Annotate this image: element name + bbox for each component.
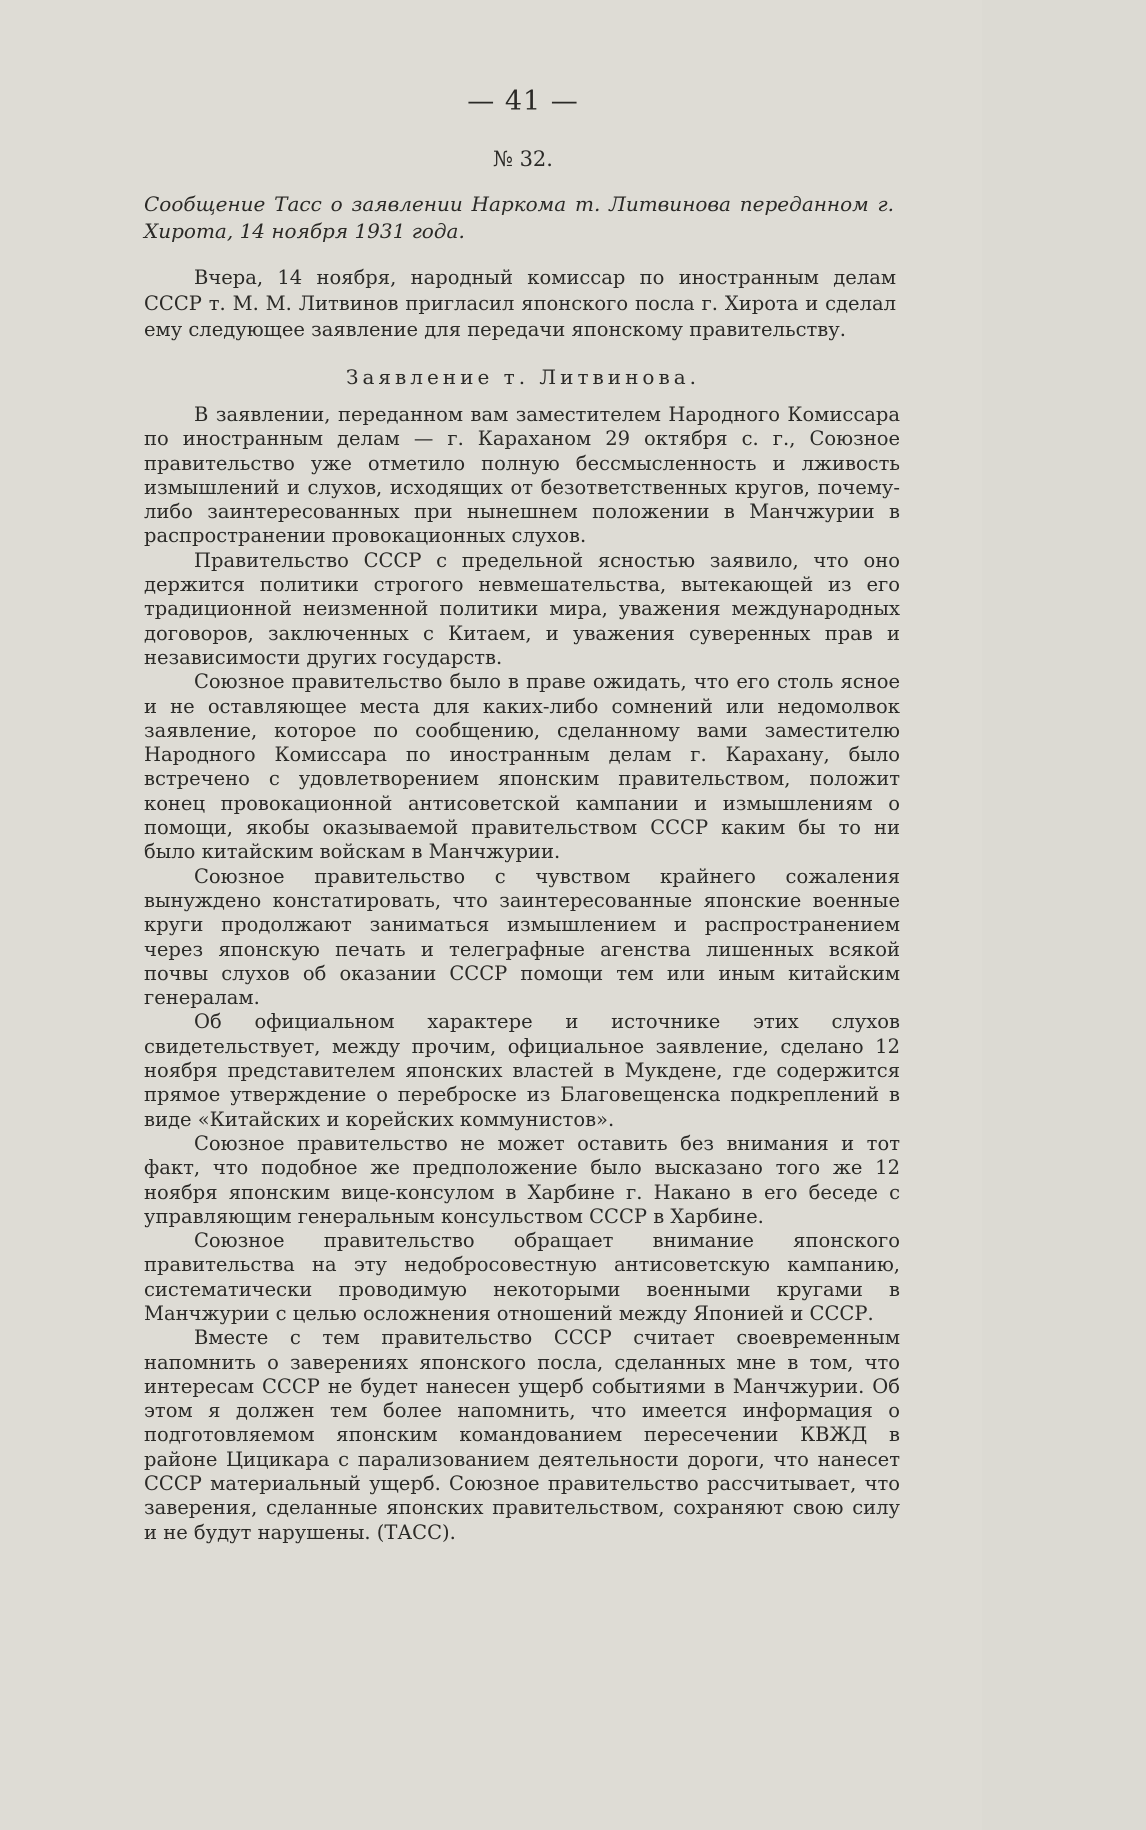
statement-paragraph: Союзное правительство обращает внимание японского правительства на эту недобросовестную антисоветскую кампанию, систематически проводимую некоторыми военными кругами в Манчжурии с целью осложнения отношений между Японией и СССР. — [144, 1229, 900, 1325]
statement-heading: Заявление т. Литвинова. — [345, 365, 701, 389]
statement-paragraph: Союзное правительство не может оставить без внимания и тот факт, что подобное же предположение было высказано того же 12 ноября японским вице-консулом в Харбине г. Накано в его беседе с управляющим генеральным консульством СССР в Харбине. — [144, 1131, 900, 1228]
page-number: — 41 — — [467, 86, 579, 117]
document-number: № 32. — [493, 147, 553, 171]
statement-paragraph-last — [144, 1326, 900, 1545]
signoff: (ТАСС). — [376, 1520, 456, 1544]
statement-paragraph: В заявлении, переданном вам заместителем Народного Комиссара по иностранным делам — г. Караханом 29 октября с. г., Союзное правительство уже отметило полную бессмысленность и лживость измышлений и слухов, исходящих от безответственных кругов, почему-либо заинтересованных при нынешнем положении в Манчжурии в распространении провокационных слухов. — [144, 403, 900, 548]
statement-paragraph: Правительство СССР с предельной ясностью заявило, что оно держится политики строгого невмешательства, вытекающей из его традиционной неизменной политики мира, уважения международных договоров, заключенных с Китаем, и уважения суверенных прав и независимости других государств. — [144, 548, 900, 669]
statement-paragraph: Об официальном характере и источнике этих слухов свидетельствует, между прочим, официальное заявление, сделано 12 ноября представителем японских властей в Мукдене, где содержится прямое утверждение о переброске из Благовещенска подкреплений в виде «Китайских и корейских коммунистов». — [144, 1010, 900, 1131]
document-title: Сообщение Тасс о заявлении Наркома т. Литвинова переданном г. Хирота, 14 ноября 1931 года. — [144, 192, 894, 243]
statement-paragraph: Союзное правительство с чувством крайнего сожаления вынуждено констатировать, что заинтересованные японские военные круги продолжают заниматься измышлением и распространением через японскую печать и телеграфные агенства лишенных всякой почвы слухов об оказании СССР помощи тем или иным китайским генералам. — [144, 864, 900, 1010]
statement-paragraph: Союзное правительство было в праве ожидать, что его столь ясное и не оставляющее места для каких-либо сомнений или недомолвок заявление, которое по сообщению, сделанному вами заместителю Народного Комиссара по иностранным делам г. Карахану, было встречено с удовлетворением японским правительством, положит конец провокационной антисоветской кампании и измышлениям о помощи, якобы оказываемой правительством СССР каким бы то ни было китайским войскам в Манчжурии. — [144, 670, 900, 864]
last-paragraph-text: Вместе с тем правительство СССР считает своевременным напомнить о заверениях японского посла, сделанных мне в том, что интересам СССР не будет нанесен ущерб событиями в Манчжурии. Об этом я должен тем более напомнить, что имеется информация о подготовляемом японским командованием пересечении КВЖД в районе Цицикара с парализованием деятельности дороги, что нанесет СССР материальный ущерб. Союзное правительство рассчитывает, что заверения, сделанные японских правительством, сохраняют свою силу и не будут нарушены. — [144, 1326, 900, 1544]
intro-paragraph: Вчера, 14 ноября, народный комиссар по иностранным делам СССР т. М. М. Литвинов пригласил японского посла г. Хирота и сделал ему следующее заявление для передачи японскому правительству. — [144, 266, 896, 341]
